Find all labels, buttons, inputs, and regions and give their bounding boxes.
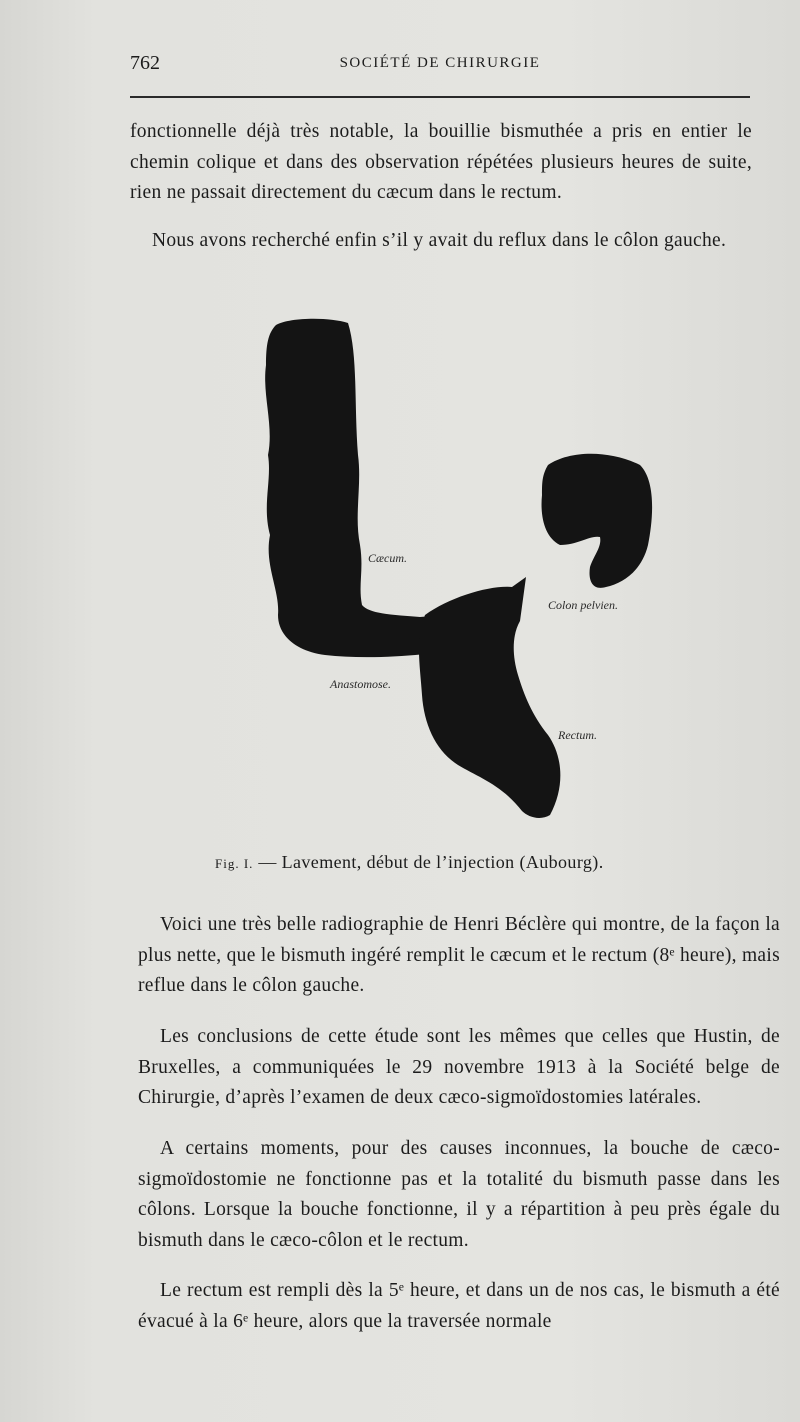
paragraph-6 bbox=[138, 1276, 780, 1337]
paragraph-5-text: A certains moments, pour des causes inconnues, la bouche de cæco-sigmoïdostomie ne fonctionne pas et la totalité du bismuth passe dans les côlons. Lorsque la bouche fonctionne, il y a répartition à peu près égale du bismuth dans le cæco-côlon et le rectum. bbox=[138, 1138, 780, 1251]
paragraph-4 bbox=[138, 1022, 780, 1114]
label-caecum: Cæcum. bbox=[368, 551, 407, 565]
page-header bbox=[130, 52, 750, 82]
caption-prefix: Fig. I. bbox=[215, 856, 254, 871]
bismuth-shadow bbox=[265, 319, 652, 818]
page-number: 762 bbox=[130, 52, 160, 74]
paragraph-3-text: Voici une très belle radiographie de Henri Béclère qui montre, de la façon la plus nette, que le bismuth ingéré remplit le cæcum et le rectum (8ᵉ heure), mais reflue dans le côlon gauche. bbox=[138, 914, 780, 997]
radiograph-drawing bbox=[250, 315, 670, 830]
label-rectum: Rectum. bbox=[558, 728, 597, 742]
paragraph-3 bbox=[138, 910, 780, 1002]
label-colon-pelvien: Colon pelvien. bbox=[548, 598, 618, 612]
paragraph-2 bbox=[130, 226, 752, 257]
paragraph-4-text: Les conclusions de cette étude sont les mêmes que celles que Hustin, de Bruxelles, a communiquées le 29 novembre 1913 à la Société belge de Chirurgie, d’après l’examen de deux cæco-sigmoïdostomies latérales. bbox=[138, 1026, 780, 1109]
figure-caption bbox=[215, 852, 685, 873]
paragraph-2-text: Nous avons recherché enfin s’il y avait du reflux dans le côlon gauche. bbox=[152, 230, 727, 251]
caption-text: — Lavement, début de l’injection (Aubourg). bbox=[253, 852, 604, 872]
header-rule bbox=[130, 96, 750, 98]
paragraph-5 bbox=[138, 1134, 780, 1256]
paragraph-6-text: Le rectum est rempli dès la 5ᵉ heure, et dans un de nos cas, le bismuth a été évacué à la 6ᵉ heure, alors que la traversée normale bbox=[138, 1280, 780, 1332]
radiograph-figure bbox=[250, 315, 670, 830]
running-title: SOCIÉTÉ DE CHIRURGIE bbox=[339, 55, 541, 71]
label-anastomose: Anastomose. bbox=[330, 677, 391, 691]
paragraph-1: fonctionnelle déjà très notable, la bouillie bismuthée a pris en entier le chemin colique et dans des observation répétées plusieurs heures de suite, rien ne passait directement du cæcum dans le rectum. bbox=[130, 121, 752, 204]
